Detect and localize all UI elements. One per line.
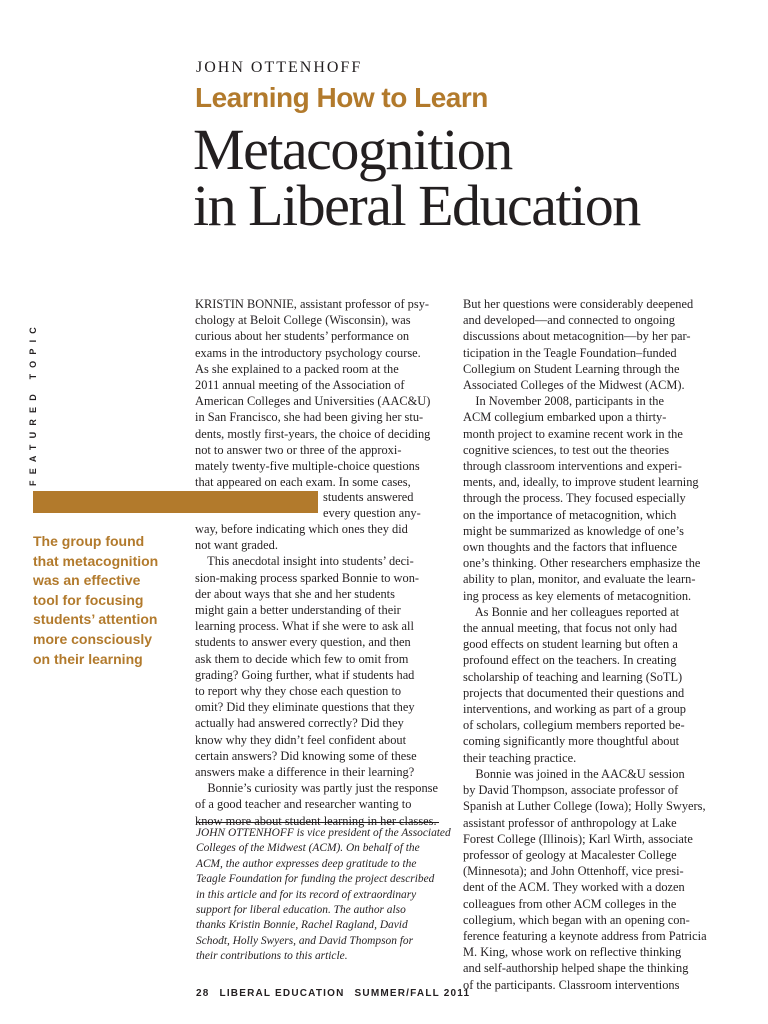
- note-divider: [197, 822, 439, 823]
- body-line: profound effect on the teachers. In creating: [463, 653, 677, 668]
- note-line: thanks Kristin Bonnie, Rachel Ragland, David: [196, 919, 408, 932]
- issue-label: SUMMER/FALL 2011: [354, 988, 471, 999]
- body-line: colleagues from other ACM colleges in the: [463, 896, 677, 911]
- body-line: actually had answered correctly? Did they: [195, 716, 404, 731]
- body-column-1-rest: [195, 521, 438, 829]
- pull-quote-line: more consciously: [33, 630, 153, 647]
- body-line: on the importance of metacognition, which: [463, 507, 677, 522]
- body-line: But her questions were considerably deepened: [463, 297, 694, 311]
- body-line: collegium, which began with an opening con-: [463, 912, 690, 927]
- body-line: Forest College (Illinois); Karl Wirth, associate: [463, 831, 693, 846]
- page-number: 28: [196, 988, 210, 999]
- body-line: of a good teacher and researcher wanting to: [195, 797, 412, 812]
- body-line: might gain a better understanding of their: [195, 603, 401, 618]
- body-line: the annual meeting, that focus not only had: [463, 621, 678, 636]
- author-note: [196, 826, 451, 965]
- body-line: projects that documented their questions and: [463, 685, 685, 700]
- body-line: scholarship of teaching and learning (SoTL): [463, 669, 683, 684]
- body-line: exams in the introductory psychology course.: [195, 345, 421, 360]
- body-line: cognitive sciences, to test out the theories: [463, 442, 670, 457]
- body-line: Collegium on Student Learning through the: [463, 361, 680, 376]
- author-name: JOHN OTTENHOFF: [196, 59, 363, 76]
- pull-quote-line: was an effective: [33, 572, 141, 589]
- body-line: der about ways that she and her students: [195, 586, 395, 601]
- body-line: ask them to decide which few to omit from: [195, 651, 409, 666]
- body-line: ference featuring a keynote address from Patricia: [463, 928, 707, 943]
- note-line: in this article and for its record of extraordinary: [196, 888, 417, 901]
- body-line: As Bonnie and her colleagues reported at: [463, 604, 680, 619]
- note-line: Teagle Foundation for funding the project described: [196, 873, 435, 886]
- section-label: [22, 316, 46, 486]
- pull-quote: [33, 532, 183, 669]
- note-line: their contributions to this article.: [196, 950, 348, 963]
- body-line: KRISTIN BONNIE, assistant professor of psy-: [195, 297, 430, 311]
- body-line: in San Francisco, she had been giving her stu-: [195, 410, 424, 425]
- note-line: Colleges of the Midwest (ACM). On behalf of the: [196, 842, 420, 855]
- body-line: dent of the ACM. They worked with a dozen: [463, 880, 685, 895]
- body-line: of the participants. Classroom interventions: [463, 977, 680, 992]
- body-line: not want graded.: [195, 538, 278, 553]
- body-line: ability to plan, monitor, and evaluate the learn-: [463, 572, 696, 587]
- body-line: through the process. They focused especially: [463, 491, 686, 506]
- body-line: learning process. What if she were to ask all: [195, 619, 414, 634]
- body-line: of scholars, collegium members reported be-: [463, 718, 685, 733]
- body-line: M. King, whose work on reflective thinking: [463, 945, 682, 960]
- title-line-1: Metacognition: [193, 117, 512, 182]
- body-line: know why they didn’t feel confident about: [195, 732, 407, 747]
- body-line: curious about her students’ performance on: [195, 329, 410, 344]
- body-line: interventions, and working as part of a group: [463, 702, 686, 717]
- body-column-1-top: [195, 296, 430, 490]
- section-label-text: FEATURED TOPIC: [28, 321, 38, 486]
- body-line: through classroom interventions and experi-: [463, 459, 682, 474]
- body-line: Bonnie was joined in the AAC&U session: [463, 766, 685, 781]
- body-line: every question any-: [323, 506, 421, 521]
- body-line: students to answer every question, and then: [195, 635, 411, 650]
- body-line: Associated Colleges of the Midwest (ACM).: [463, 378, 685, 393]
- body-line: one’s thinking. Other researchers emphasize the: [463, 556, 701, 571]
- pull-quote-line: that metacognition: [33, 552, 159, 569]
- body-line: American Colleges and Universities (AAC&U): [195, 394, 431, 409]
- body-line: assistant professor of anthropology at Lake: [463, 815, 677, 830]
- note-line: support for liberal education. The author also: [196, 904, 406, 917]
- page-footer: [196, 988, 476, 999]
- body-line: 2011 annual meeting of the Association of: [195, 378, 405, 393]
- body-column-2: [463, 296, 707, 993]
- body-line: professor of geology at Macalester College: [463, 847, 677, 862]
- body-line: This anecdotal insight into students’ deci-: [195, 554, 414, 569]
- body-line: In November 2008, participants in the: [463, 394, 664, 409]
- body-line: mately twenty-five multiple-choice questions: [195, 459, 420, 474]
- pull-quote-line: The group found: [33, 533, 145, 549]
- body-line: good effects on student learning but often a: [463, 637, 678, 652]
- article-title: [193, 117, 640, 238]
- body-line: As she explained to a packed room at the: [195, 361, 399, 376]
- body-column-1-indent: [323, 489, 421, 521]
- pull-quote-line: students’ attention: [33, 611, 158, 628]
- body-line: way, before indicating which ones they did: [195, 522, 408, 536]
- body-line: that appeared on each exam. In some cases,: [195, 475, 411, 490]
- body-line: ments, and, ideally, to improve student learning: [463, 475, 699, 490]
- publication-name: LIBERAL EDUCATION: [219, 988, 345, 999]
- body-line: grading? Going further, what if students had: [195, 667, 415, 682]
- body-line: might be summarized as knowledge of one’s: [463, 523, 684, 538]
- body-line: ticipation in the Teagle Foundation–funded: [463, 345, 677, 360]
- body-line: to report why they chose each question to: [195, 684, 402, 699]
- body-line: Bonnie’s curiosity was partly just the response: [195, 781, 438, 796]
- pull-quote-line: tool for focusing: [33, 591, 144, 608]
- body-line: own thoughts and the factors that influence: [463, 540, 678, 555]
- body-line: (Minnesota); and John Ottenhoff, vice presi-: [463, 864, 684, 879]
- body-line: discussions about metacognition—by her par-: [463, 329, 691, 344]
- body-line: omit? Did they eliminate questions that they: [195, 700, 415, 715]
- body-line: coming significantly more thoughtful about: [463, 734, 680, 749]
- title-line-2: in Liberal Education: [193, 173, 640, 238]
- body-line: not to answer two or three of the approxi-: [195, 442, 402, 457]
- note-line: JOHN OTTENHOFF is vice president of the Associated: [196, 827, 451, 839]
- note-line: Schodt, Holly Swyers, and David Thompson for: [196, 934, 414, 947]
- body-line: Spanish at Luther College (Iowa); Holly Swyers,: [463, 799, 706, 814]
- accent-bar: [33, 491, 318, 513]
- body-line: dents, mostly first-years, the choice of deciding: [195, 426, 431, 441]
- body-line: ACM collegium embarked upon a thirty-: [463, 410, 667, 425]
- body-line: and self-authorship helped shape the thinking: [463, 961, 689, 976]
- body-line: sion-making process sparked Bonnie to won-: [195, 570, 420, 585]
- body-line: know more about student learning in her classes.: [195, 813, 437, 828]
- body-line: chology at Beloit College (Wisconsin), was: [195, 313, 411, 328]
- pull-quote-line: on their learning: [33, 650, 143, 667]
- body-line: month project to examine recent work in the: [463, 426, 683, 441]
- note-line: ACM, the author expresses deep gratitude to the: [196, 857, 417, 870]
- body-line: answers make a difference in their learning?: [195, 765, 415, 780]
- body-line: students answered: [323, 490, 414, 504]
- body-line: ing process as key elements of metacognition.: [463, 588, 692, 603]
- body-line: and developed—and connected to ongoing: [463, 313, 675, 328]
- body-line: certain answers? Did knowing some of these: [195, 748, 417, 763]
- body-line: their teaching practice.: [463, 750, 577, 765]
- body-line: by David Thompson, associate professor of: [463, 783, 679, 798]
- article-kicker: Learning How to Learn: [195, 82, 488, 113]
